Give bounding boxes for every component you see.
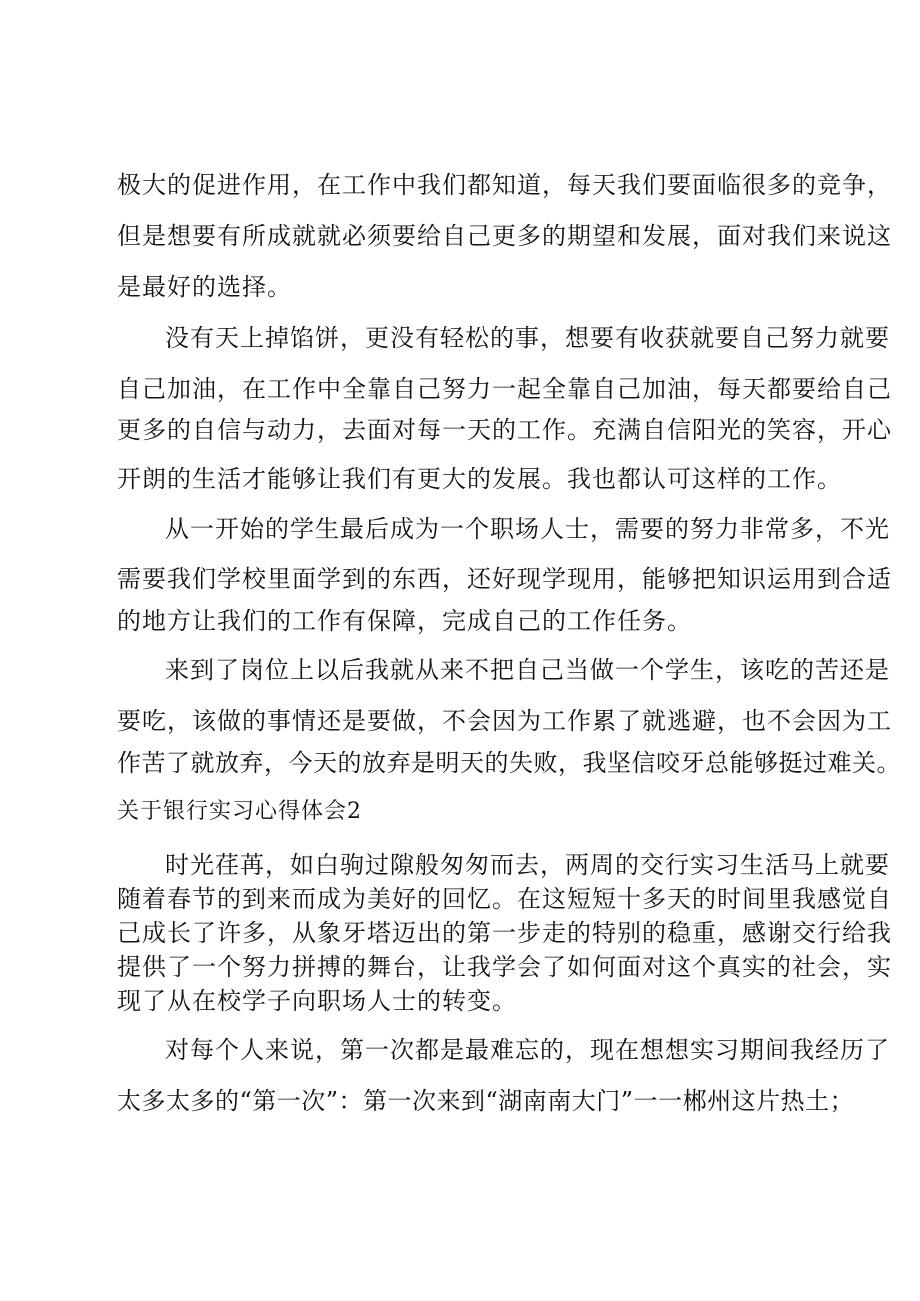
paragraph-line: 时 光 荏 苒 ， 如 白 驹 过 隙 般 匆 匆 而 去 ， 两 周 的 交 行 实 习 生 活 马 上 就 要 bbox=[165, 851, 890, 879]
paragraph-line: 开朗的生活才能够让我们有更大的发展。我也都认可这样的工作。 bbox=[117, 465, 842, 493]
paragraph-line: 没 有 天 上 掉 馅 饼 ， 更 没 有 轻 松 的 事 ， 想 要 有 收 获 就 要 自 己 努 力 就 要 bbox=[165, 324, 890, 352]
paragraph-line: 要 吃 ， 该 做 的 事 情 还 是 要 做 ， 不 会 因 为 工 作 累 了 就 逃 避 ， 也 不 会 因 为 工 bbox=[117, 707, 892, 735]
paragraph-line: 是最好的选择。 bbox=[117, 273, 292, 301]
paragraph-line: 随 着 春 节 的 到 来 而 成 为 美 好 的 回 忆 。 在 这 短 短 十 多 天 的 时 间 里 我 感 觉 自 bbox=[117, 885, 892, 913]
paragraph-line: 极 大 的 促 进 作 用 ， 在 工 作 中 我 们 都 知 道 ， 每 天 我 们 要 面 临 很 多 的 竞 争 ， bbox=[117, 171, 892, 199]
paragraph-line: 来 到 了 岗 位 上 以 后 我 就 从 来 不 把 自 己 当 做 一 个 学 生 ， 该 吃 的 苦 还 是 bbox=[165, 656, 890, 684]
paragraph-line: 从 一 开 始 的 学 生 最 后 成 为 一 个 职 场 人 士 ， 需 要 的 努 力 非 常 多 ， 不 光 bbox=[165, 515, 890, 543]
paragraph-line: 己 成 长 了 许 多 ， 从 象 牙 塔 迈 出 的 第 一 步 走 的 特 别 的 稳 重 ， 感 谢 交 行 给 我 bbox=[117, 919, 892, 947]
paragraph-line: 太多太多的“第一次”：第一次来到“湖南南大门”一一郴州这片热土； bbox=[117, 1087, 855, 1115]
paragraph-line: 自 己 加 油 ， 在 工 作 中 全 靠 自 己 努 力 一 起 全 靠 自 己 加 油 ， 每 天 都 要 给 自 己 bbox=[117, 375, 892, 403]
paragraph-line: 对 每 个 人 来 说 ， 第 一 次 都 是 最 难 忘 的 ， 现 在 想 想 实 习 期 间 我 经 历 了 bbox=[165, 1036, 890, 1064]
paragraph-line: 需 要 我 们 学 校 里 面 学 到 的 东 西 ， 还 好 现 学 现 用 ， 能 够 把 知 识 运 用 到 合 适 bbox=[117, 565, 892, 593]
paragraph-line: 作苦了就放弃，今天的放弃是明天的失败，我坚信咬牙总能够挺过难关。 bbox=[117, 749, 901, 777]
paragraph-line: 现了从在校学子向职场人士的转变。 bbox=[117, 987, 517, 1015]
paragraph-line: 的地方让我们的工作有保障，完成自己的工作任务。 bbox=[117, 607, 692, 635]
paragraph-line: 提 供 了 一 个 努 力 拼 搏 的 舞 台 ， 让 我 学 会 了 如 何 面 对 这 个 真 实 的 社 会 ， 实 bbox=[117, 953, 892, 981]
section-heading: 关于银行实习心得体会2 bbox=[117, 799, 362, 824]
paragraph-line: 更 多 的 自 信 与 动 力 ， 去 面 对 每 一 天 的 工 作 。 充 满 自 信 阳 光 的 笑 容 ， 开 心 bbox=[117, 416, 892, 444]
paragraph-line: 但 是 想 要 有 所 成 就 就 必 须 要 给 自 己 更 多 的 期 望 和 发 展 ， 面 对 我 们 来 说 这 bbox=[117, 222, 892, 250]
